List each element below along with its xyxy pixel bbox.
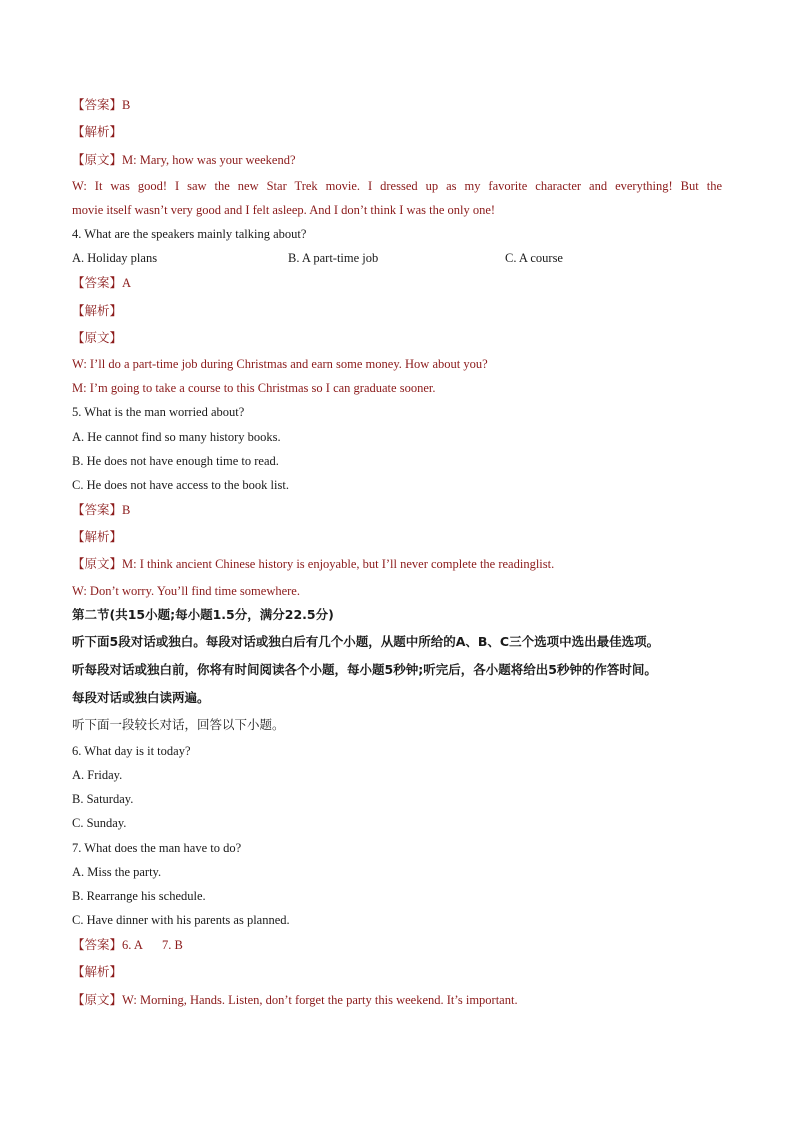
original-line: 【原文】M: I think ancient Chinese history is enjoyable, but I’ll never complete the readinglist. [72, 556, 555, 571]
section-instruction: 每段对话或独白读两遍。 [72, 690, 210, 705]
answer-value: B [122, 98, 131, 112]
answer-label: 答案 [84, 97, 110, 112]
question-5: 5. What is the man worried about? [72, 405, 245, 419]
section-instruction: 听每段对话或独白前，你将有时间阅读各个小题，每小题5秒钟;听完后，各小题将给出5秒钟的作答时间。 [72, 662, 657, 677]
answer-value: A [122, 276, 132, 290]
original-label: 原文 [84, 556, 110, 571]
option-c: C. Sunday. [72, 816, 127, 830]
option-a: A. Miss the party. [72, 865, 162, 879]
analysis-line: 【解析】 [72, 124, 123, 139]
section-instruction: 听下面5段对话或独白。每段对话或独白后有几个小题，从题中所给的A、B、C三个选项中选出最佳选项。 [72, 634, 660, 649]
original-label: 原文 [84, 330, 110, 345]
option-a: A. He cannot find so many history books. [72, 430, 281, 444]
transcript-text: movie itself wasn’t very good and I felt asleep. And I don’t think I was the only one! [72, 203, 496, 217]
option-b: B. Saturday. [72, 792, 134, 806]
answer-value: 6. A [122, 938, 143, 952]
analysis-label: 解析 [84, 964, 110, 979]
transcript-text: M: I’m going to take a course to this Christmas so I can graduate sooner. [72, 381, 436, 395]
analysis-line: 【解析】 [72, 529, 123, 544]
answer-line: 【答案】6. A 7. B [72, 937, 183, 952]
option-b: B. He does not have enough time to read. [72, 454, 279, 468]
option-a: A. Friday. [72, 768, 123, 782]
answer-line: 【答案】B [72, 97, 131, 112]
answer-value: 7. B [162, 938, 183, 952]
option-a: A. Holiday plans [72, 251, 158, 265]
answer-label: 答案 [84, 937, 110, 952]
original-label: 原文 [84, 152, 110, 167]
transcript-text: W: I’ll do a part-time job during Christmas and earn some money. How about you? [72, 357, 488, 371]
analysis-label: 解析 [84, 124, 110, 139]
answer-line: 【答案】A [72, 275, 132, 290]
question-4: 4. What are the speakers mainly talking about? [72, 227, 307, 241]
transcript-text: M: Mary, how was your weekend? [122, 153, 296, 167]
option-c: C. Have dinner with his parents as planned. [72, 913, 290, 927]
sub-instruction: 听下面一段较长对话，回答以下小题。 [72, 717, 285, 732]
original-label: 原文 [84, 992, 110, 1007]
section-heading: 第二节(共15小题;每小题1.5分，满分22.5分) [72, 607, 334, 622]
transcript-text: W: Morning, Hands. Listen, don’t forget the party this weekend. It’s important. [122, 993, 518, 1007]
option-c: C. A course [505, 251, 563, 265]
answer-label: 答案 [84, 502, 110, 517]
answer-line: 【答案】B [72, 502, 131, 517]
analysis-label: 解析 [84, 303, 110, 318]
transcript-text: M: I think ancient Chinese history is enjoyable, but I’ll never complete the readinglist. [122, 557, 555, 571]
question-6: 6. What day is it today? [72, 744, 191, 758]
analysis-line: 【解析】 [72, 964, 123, 979]
transcript-text: W: It was good! I saw the new Star Trek movie. I dressed up as my favorite character and everything! But the [72, 179, 722, 193]
answer-value: B [122, 503, 131, 517]
option-b: B. Rearrange his schedule. [72, 889, 206, 903]
original-line: 【原文】W: Morning, Hands. Listen, don’t forget the party this weekend. It’s important. [72, 992, 518, 1007]
transcript-text: W: Don’t worry. You’ll find time somewhere. [72, 584, 300, 598]
analysis-line: 【解析】 [72, 303, 123, 318]
options-row [72, 250, 722, 266]
option-c: C. He does not have access to the book list. [72, 478, 289, 492]
option-b: B. A part-time job [288, 251, 379, 265]
original-line: 【原文】M: Mary, how was your weekend? [72, 152, 296, 167]
answer-label: 答案 [84, 275, 110, 290]
original-line: 【原文】 [72, 330, 123, 345]
question-7: 7. What does the man have to do? [72, 841, 242, 855]
analysis-label: 解析 [84, 529, 110, 544]
